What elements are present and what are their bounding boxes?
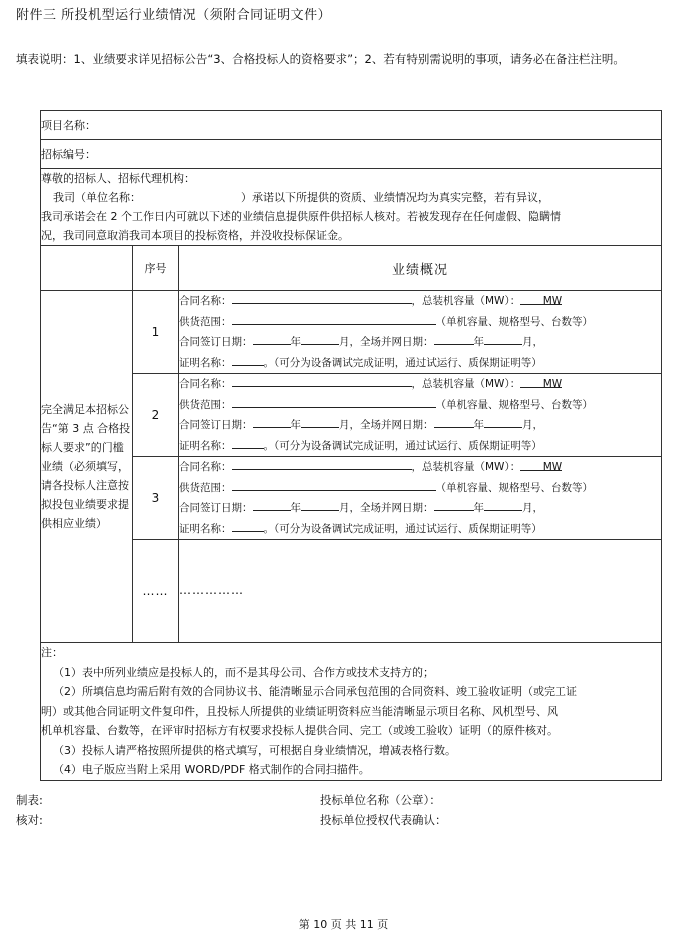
contract-name-label: 合同名称： (179, 461, 232, 473)
sign-year-blank[interactable] (253, 332, 291, 345)
month-label: 月， (522, 419, 543, 431)
proof-note: 。（可分为设备调试完成证明，通过试运行、质保期证明等） (263, 522, 542, 535)
grid-year-blank[interactable] (434, 415, 474, 428)
scope-blank[interactable] (232, 478, 436, 491)
scope-note: （单机容量、规格型号、台数等） (435, 315, 593, 328)
note-item: （2）所填信息均需后附有效的合同协议书、能清晰显示合同承包范围的合同资料、竣工验收证明（或完工证 (53, 685, 577, 698)
record-1[interactable] (179, 291, 662, 374)
note-item: 明）或其他合同证明文件复印件，且投标人所提供的业绩证明资料应当能清晰显示项目名称、风机型号、风 (41, 704, 558, 718)
grid-month-blank[interactable] (484, 415, 522, 428)
note-item: （4）电子版应当附上采用 WORD/PDF 格式制作的合同扫描件。 (53, 763, 370, 776)
sign-date-label: 合同签订日期： (179, 419, 253, 431)
bidder-rep-label: 投标单位授权代表确认： (320, 813, 447, 827)
year-label: 年 (290, 419, 301, 431)
capacity-unit: MW (542, 295, 563, 307)
proof-label: 证明名称： (179, 522, 232, 535)
grid-date-label: ，全场并网日期： (349, 336, 434, 348)
commitment-statement (41, 169, 662, 246)
capacity-blank[interactable] (520, 292, 562, 305)
bid-number-label: 招标编号： (41, 148, 96, 161)
capacity-label: ，总装机容量（MW）： (411, 378, 521, 390)
scope-blank[interactable] (232, 395, 436, 408)
sign-year-blank[interactable] (253, 415, 291, 428)
ellipsis-seq: …… (133, 540, 179, 643)
scope-label: 供货范围： (179, 315, 232, 328)
performance-table (40, 110, 662, 781)
commitment-line1-b: ）承诺以下所提供的资质、业绩情况均为真实完整，若有异议， (241, 191, 549, 204)
note-item: （3）投标人请严格按照所提供的格式填写，可根据自身业绩情况，增减表格行数。 (53, 743, 456, 757)
grid-month-blank[interactable] (484, 498, 522, 511)
scope-note: （单机容量、规格型号、台数等） (435, 481, 593, 494)
year-label: 年 (290, 502, 301, 514)
record-seq: 2 (133, 374, 179, 457)
page-number: 第 10 页 共 11 页 (298, 918, 389, 931)
prepared-by-label: 制表: (16, 793, 43, 807)
year-label: 年 (473, 419, 484, 431)
commitment-line3: 况，我司同意取消我司本项目的投标资格，并没收投标保证金。 (41, 229, 349, 242)
fill-instructions: 填表说明：1、业绩要求详见招标公告“3、合格投标人的资格要求”；2、若有特别需说明的事项，请务必在备注栏注明。 (16, 52, 625, 66)
contract-name-blank[interactable] (232, 457, 412, 470)
proof-label: 证明名称： (179, 439, 232, 452)
page-title: 附件三 所投机型运行业绩情况（须附合同证明文件） (16, 8, 332, 23)
sign-year-blank[interactable] (253, 498, 291, 511)
header-seq: 序号 (133, 246, 179, 291)
ellipsis-content: …………… (179, 540, 662, 643)
notes-heading: 注： (41, 646, 63, 659)
record-3[interactable] (179, 457, 662, 540)
notes-section (41, 643, 662, 781)
grid-date-label: ，全场并网日期： (349, 502, 434, 514)
capacity-blank[interactable] (520, 375, 562, 388)
scope-blank[interactable] (232, 312, 436, 325)
sign-month-blank[interactable] (301, 415, 339, 428)
month-label: 月 (339, 336, 350, 348)
capacity-unit: MW (542, 461, 563, 473)
contract-name-blank[interactable] (232, 374, 412, 387)
proof-note: 。（可分为设备调试完成证明，通过试运行、质保期证明等） (263, 356, 542, 369)
capacity-unit: MW (542, 378, 563, 390)
record-2[interactable] (179, 374, 662, 457)
grid-date-label: ，全场并网日期： (349, 419, 434, 431)
commitment-greeting: 尊敬的招标人、招标代理机构： (41, 172, 195, 185)
month-label: 月， (522, 502, 543, 514)
proof-blank[interactable] (232, 436, 264, 449)
proof-blank[interactable] (232, 519, 264, 532)
month-label: 月， (522, 336, 543, 348)
scope-label: 供货范围： (179, 398, 232, 411)
year-label: 年 (473, 502, 484, 514)
header-blank (41, 246, 133, 291)
contract-name-label: 合同名称： (179, 378, 232, 390)
capacity-label: ，总装机容量（MW）： (411, 295, 521, 307)
proof-blank[interactable] (232, 353, 264, 366)
grid-year-blank[interactable] (434, 332, 474, 345)
note-item: 机单机容量、台数等，在评审时招标方有权要求投标人提供合同、完工（或竣工验收）证明（的原件核对。 (41, 724, 558, 737)
sign-date-label: 合同签订日期： (179, 336, 253, 348)
grid-month-blank[interactable] (484, 332, 522, 345)
checked-by-label: 核对: (16, 813, 43, 827)
sign-date-label: 合同签订日期： (179, 502, 253, 514)
record-seq: 3 (133, 457, 179, 540)
sign-month-blank[interactable] (301, 332, 339, 345)
month-label: 月 (339, 502, 350, 514)
capacity-label: ，总装机容量（MW）： (411, 461, 521, 473)
bid-number-field[interactable] (41, 140, 662, 169)
month-label: 月 (339, 419, 350, 431)
proof-note: 。（可分为设备调试完成证明，通过试运行、质保期证明等） (263, 439, 542, 452)
contract-name-label: 合同名称： (179, 295, 232, 307)
scope-label: 供货范围： (179, 481, 232, 494)
commitment-line1-a: 我司（单位名称： (53, 191, 141, 204)
sign-month-blank[interactable] (301, 498, 339, 511)
record-seq: 1 (133, 291, 179, 374)
proof-label: 证明名称： (179, 356, 232, 369)
year-label: 年 (473, 336, 484, 348)
project-name-label: 项目名称： (41, 119, 96, 132)
requirement-description: 完全满足本招标公告“第 3 点 合格投标人要求”的门槛业绩（必须填写，请各投标人注意按拟投包业绩要求提供相应业绩） (41, 291, 133, 643)
bidder-name-label: 投标单位名称（公章）： (320, 793, 441, 807)
commitment-line2: 我司承诺会在 2 个工作日内可就以下述的业绩信息提供原件供招标人核对。若被发现存在任何虚假、隐瞒情 (41, 210, 561, 223)
year-label: 年 (290, 336, 301, 348)
note-item: （1）表中所列业绩应是投标人的，而不是其母公司、合作方或技术支持方的； (53, 665, 434, 679)
project-name-field[interactable] (41, 111, 662, 140)
grid-year-blank[interactable] (434, 498, 474, 511)
contract-name-blank[interactable] (232, 291, 412, 304)
scope-note: （单机容量、规格型号、台数等） (435, 398, 593, 411)
header-summary: 业绩概况 (179, 246, 662, 291)
capacity-blank[interactable] (520, 458, 562, 471)
